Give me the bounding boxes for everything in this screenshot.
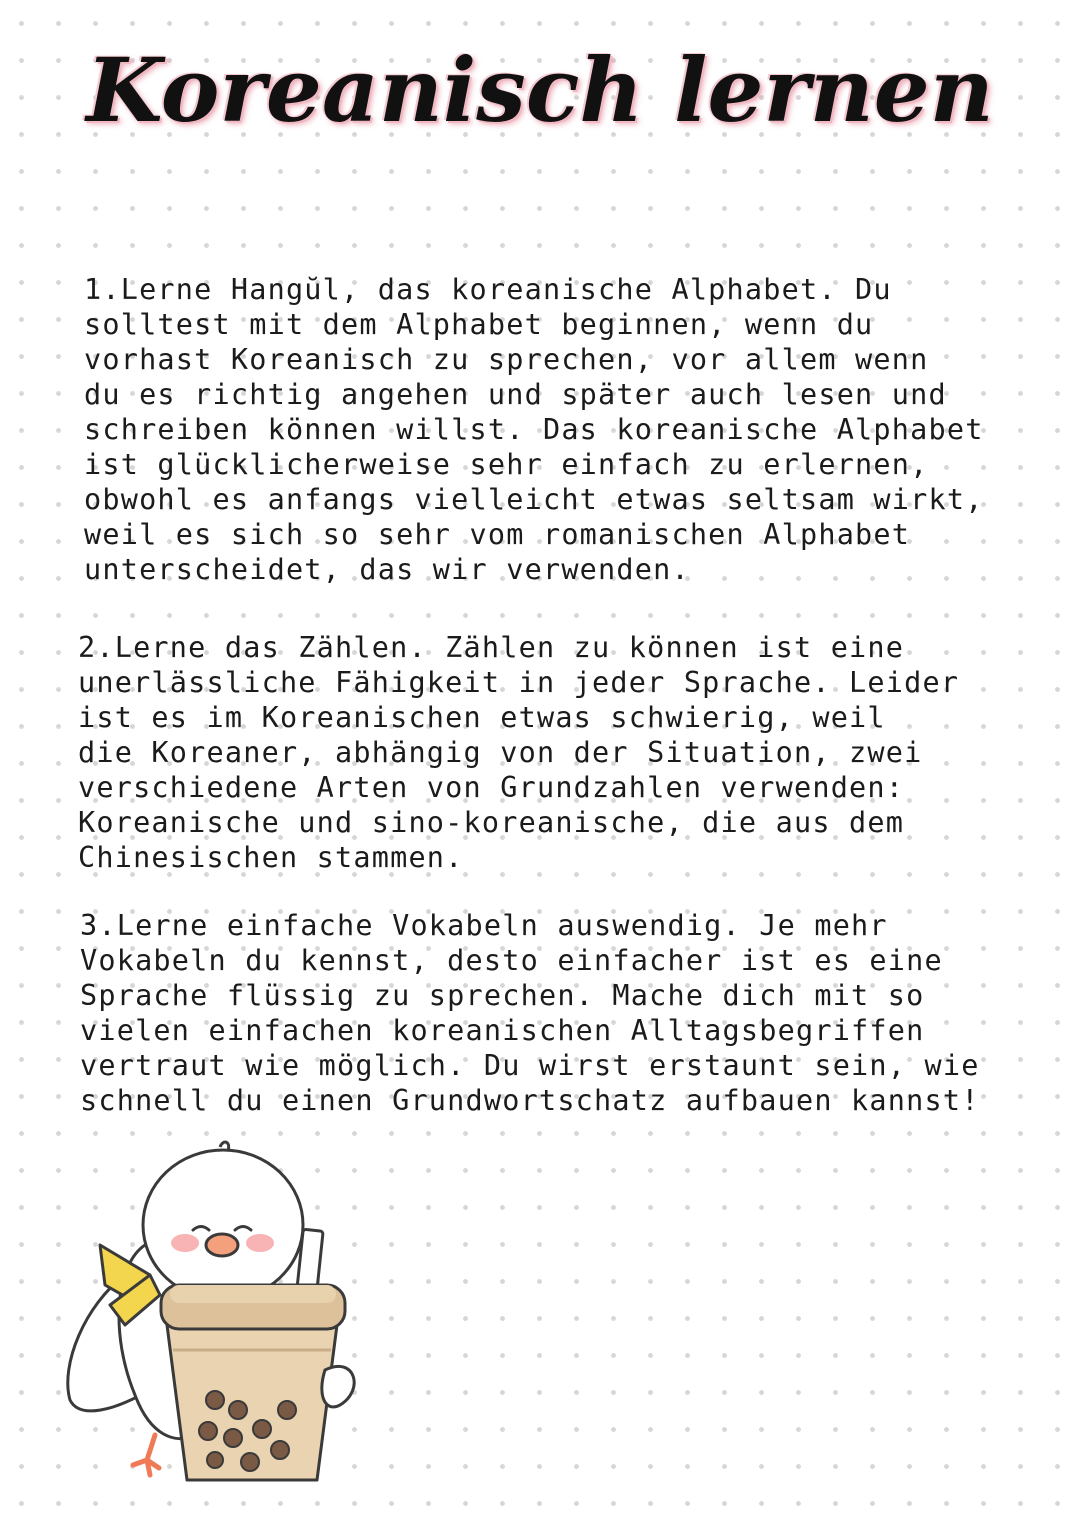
- paragraph-hangul: 1.Lerne Hangŭl, das koreanische Alphabet. Du solltest mit dem Alphabet beginnen, wenn du vorhast Koreanisch zu sprechen, vor allem wenn du es richtig angehen und später auch lesen und schreiben können willst. Das koreanische Alphabet ist glücklicherweise sehr einfach zu erlernen, obwohl es anfangs vielleicht etwas seltsam wirkt, weil es sich so sehr vom romanischen Alphabet unterscheidet, das wir verwenden.: [84, 273, 984, 586]
- paragraph-vocabulary: 3.Lerne einfache Vokabeln auswendig. Je mehr Vokabeln du kennst, desto einfacher ist es eine Sprache flüssig zu sprechen. Mache dich mit so vielen einfachen koreanischen Alltagsbegriffen vertraut wie möglich. Du wirst erstaunt sein, wie schnell du einen Grundwortschatz aufbauen kannst!: [80, 909, 980, 1117]
- paragraph-counting: 2.Lerne das Zählen. Zählen zu können ist eine unerlässliche Fähigkeit in jeder Sprache. Leider ist es im Koreanischen etwas schwierig, weil die Koreaner, abhängig von der Situation, zwei verschiedene Arten von Grundzahlen verwenden: Koreanische und sino-koreanische, die aus dem Chinesischen stammen.: [78, 631, 960, 874]
- page-title: Koreanisch lernen: [86, 38, 994, 142]
- duck-with-bubble-tea-icon: [55, 1135, 375, 1495]
